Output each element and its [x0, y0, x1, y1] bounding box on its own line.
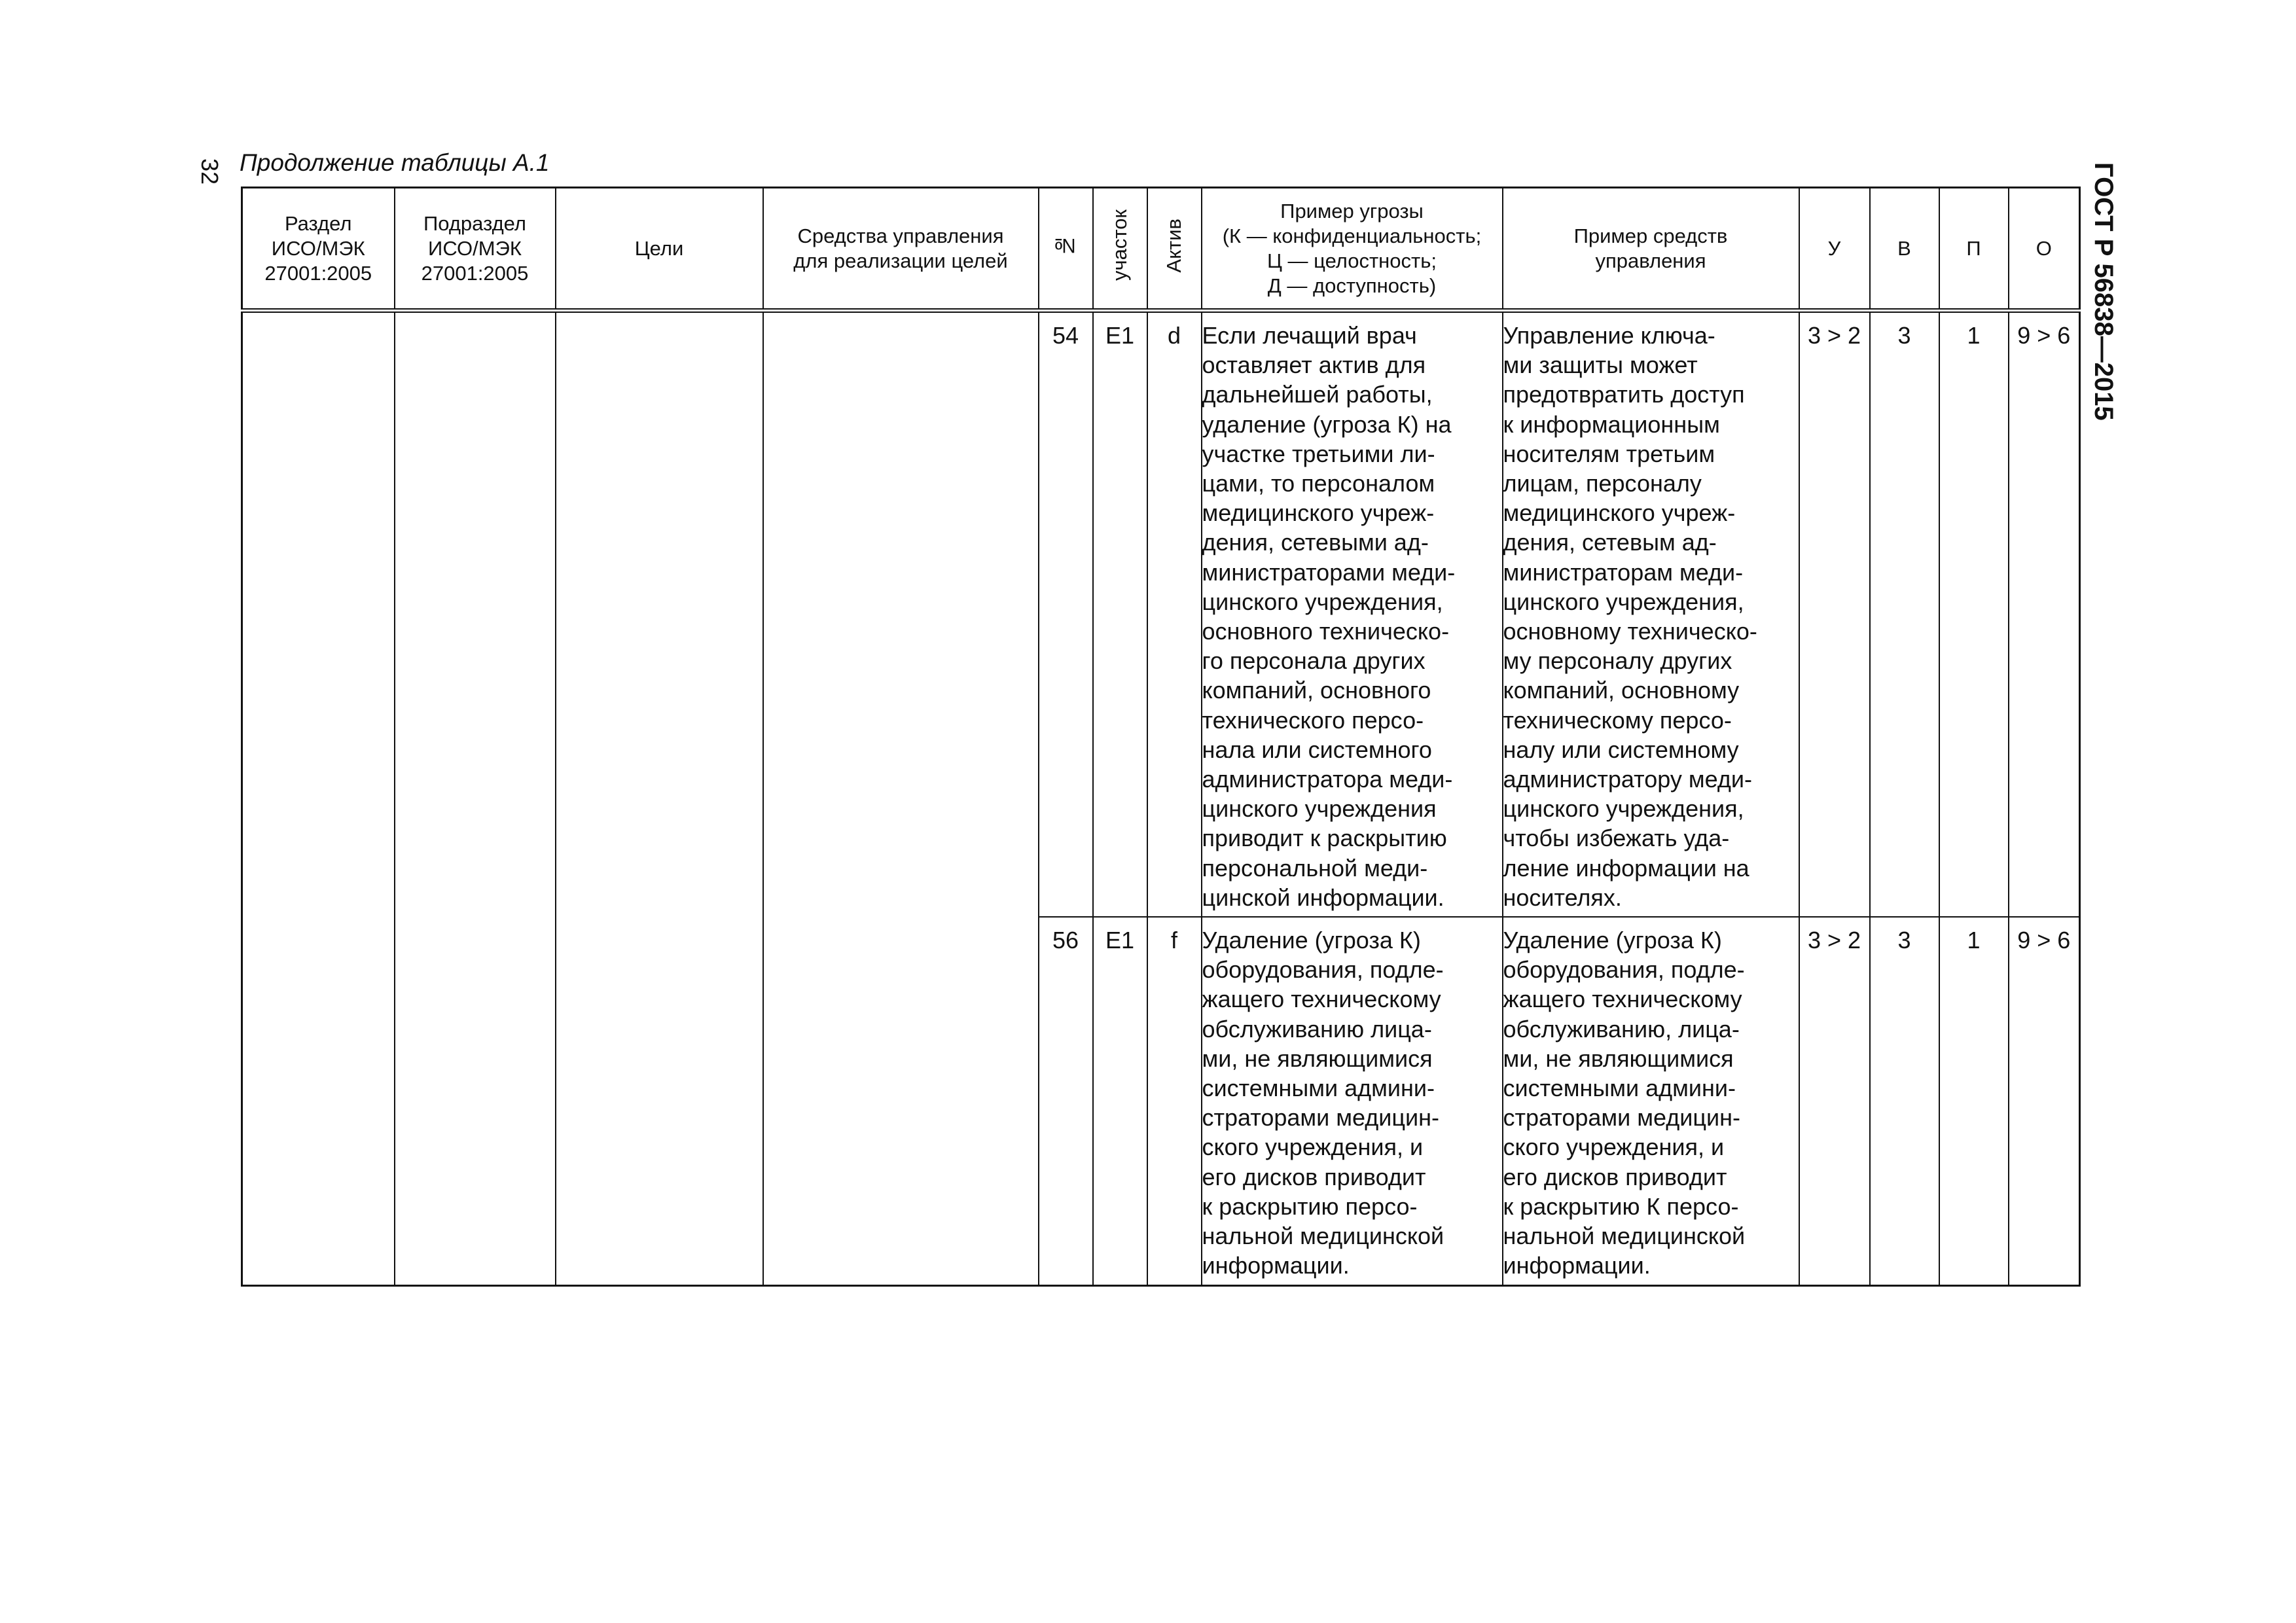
text-line: администратора меди-: [1202, 766, 1453, 793]
text-line: лицам, персоналу: [1503, 470, 1702, 497]
text-line: медицинского учреж-: [1202, 499, 1435, 527]
text-line: администратору меди-: [1503, 766, 1752, 793]
text-line: системными админи-: [1202, 1075, 1435, 1102]
cell-goals: [556, 311, 763, 1286]
col-header-threat-line: Пример угрозы: [1280, 199, 1424, 223]
cell-threat-example: [1202, 311, 1503, 918]
text-line: министраторам меди-: [1503, 558, 1744, 586]
text-line: обслуживанию, лица-: [1503, 1015, 1740, 1043]
text-line: ского учреждения, и: [1202, 1133, 1424, 1161]
text-line: его дисков приводит: [1503, 1163, 1727, 1190]
text-line: удаление (угроза К) на: [1202, 410, 1452, 438]
text-line: цинского учреждения,: [1202, 588, 1443, 615]
text-line: технического персо-: [1202, 706, 1424, 734]
col-header-section-line: 27001:2005: [264, 261, 372, 285]
col-header-controls-line: Средства управления: [797, 224, 1004, 247]
col-header-threat-example: [1202, 188, 1503, 311]
cell-site: E1: [1093, 917, 1147, 1285]
text-line: Удаление (угроза К): [1503, 927, 1722, 954]
text-line: цами, то персоналом: [1202, 470, 1435, 497]
text-line: чтобы избежать уда-: [1503, 825, 1730, 852]
text-line: оборудования, подле-: [1503, 956, 1745, 984]
cell-p: 1: [1939, 917, 2009, 1285]
text-line: к раскрытию персо-: [1202, 1192, 1418, 1220]
col-header-goals: Цели: [556, 188, 763, 311]
text-line: к раскрытию К персо-: [1503, 1192, 1739, 1220]
text-line: участке третьими ли-: [1202, 440, 1435, 467]
text-line: жащего техническому: [1202, 986, 1441, 1013]
text-line: ми, не являющимися: [1202, 1044, 1433, 1072]
col-header-controls: [763, 188, 1039, 311]
col-header-section: [242, 188, 395, 311]
cell-p: 1: [1939, 311, 2009, 918]
text-line: налу или системному: [1503, 736, 1739, 763]
text-line: дения, сетевыми ад-: [1202, 529, 1429, 556]
text-line: ми, не являющимися: [1503, 1044, 1734, 1072]
text-line: медицинского учреж-: [1503, 499, 1736, 527]
cell-o: 9 > 6: [2009, 311, 2080, 918]
cell-section: [242, 311, 395, 1286]
col-header-subsection-line: Подраздел: [423, 211, 526, 235]
text-line: жащего техническому: [1503, 986, 1742, 1013]
col-header-v: В: [1870, 188, 1939, 311]
text-line: цинской информации.: [1202, 883, 1444, 911]
text-line: го персонала других: [1202, 647, 1426, 675]
text-line: Удаление (угроза К): [1202, 927, 1421, 954]
cell-asset: f: [1147, 917, 1202, 1285]
text-line: оборудования, подле-: [1202, 956, 1444, 984]
text-line: приводит к раскрытию: [1202, 825, 1447, 852]
col-header-section-line: ИСО/МЭК: [271, 236, 365, 260]
text-line: Управление ключа-: [1503, 322, 1715, 349]
text-line: министраторами меди-: [1202, 558, 1456, 586]
col-header-subsection-line: ИСО/МЭК: [428, 236, 522, 260]
text-line: страторами медицин-: [1202, 1104, 1439, 1132]
header-row: [242, 188, 2080, 311]
col-header-site: [1093, 188, 1147, 311]
text-line: нальной медицинской: [1202, 1222, 1444, 1250]
text-line: носителях.: [1503, 883, 1622, 911]
col-header-section-line: Раздел: [285, 211, 352, 235]
table-caption: Продолжение таблицы А.1: [240, 149, 550, 176]
col-header-site-label: участок: [1108, 209, 1131, 281]
text-line: цинского учреждения,: [1503, 588, 1744, 615]
col-header-control-example: [1503, 188, 1799, 311]
text-line: оставляет актив для: [1202, 351, 1426, 379]
text-line: персональной меди-: [1202, 854, 1428, 882]
cell-site: E1: [1093, 311, 1147, 918]
col-header-threat-line: Ц — целостность;: [1267, 249, 1437, 272]
text-line: ского учреждения, и: [1503, 1133, 1725, 1161]
text-line: компаний, основного: [1202, 677, 1431, 704]
text-line: дальнейшей работы,: [1202, 381, 1433, 408]
text-line: цинского учреждения: [1202, 795, 1437, 823]
col-header-p: П: [1939, 188, 2009, 311]
cell-number: 56: [1039, 917, 1093, 1285]
cell-o: 9 > 6: [2009, 917, 2080, 1285]
col-header-threat-line: (К — конфиденциальность;: [1222, 224, 1482, 247]
cell-control-example: [1503, 311, 1799, 918]
col-header-threat-line: Д — доступность): [1267, 274, 1437, 297]
col-header-controls-line: для реализации целей: [793, 249, 1008, 272]
text-line: техническому персо-: [1503, 706, 1732, 734]
col-header-control-example-line: Пример средств: [1573, 224, 1728, 247]
col-header-subsection: [395, 188, 556, 311]
text-line: информации.: [1202, 1252, 1350, 1279]
text-line: системными админи-: [1503, 1075, 1736, 1102]
cell-subsection: [395, 311, 556, 1286]
text-line: дения, сетевым ад-: [1503, 529, 1717, 556]
text-line: компаний, основному: [1503, 677, 1740, 704]
cell-threat-example: [1202, 917, 1503, 1285]
text-line: нальной медицинской: [1503, 1222, 1746, 1250]
col-header-number: [1039, 188, 1093, 311]
text-line: его дисков приводит: [1202, 1163, 1426, 1190]
cell-asset: d: [1147, 311, 1202, 918]
col-header-u: У: [1799, 188, 1870, 311]
text-line: предотвратить доступ: [1503, 381, 1745, 408]
cell-u: 3 > 2: [1799, 311, 1870, 918]
text-line: основного техническо-: [1202, 618, 1450, 645]
text-line: цинского учреждения,: [1503, 795, 1744, 823]
text-line: носителям третьим: [1503, 440, 1715, 467]
cell-v: 3: [1870, 311, 1939, 918]
text-line: нала или системного: [1202, 736, 1432, 763]
text-line: к информационным: [1503, 410, 1720, 438]
cell-u: 3 > 2: [1799, 917, 1870, 1285]
col-header-o: О: [2009, 188, 2080, 311]
risk-table: [241, 187, 2081, 1287]
col-header-asset-label: Актив: [1162, 218, 1185, 273]
text-line: страторами медицин-: [1503, 1104, 1740, 1132]
col-header-asset: [1147, 188, 1202, 311]
cell-controls: [763, 311, 1039, 1286]
text-line: ми защиты может: [1503, 351, 1698, 379]
col-header-subsection-line: 27001:2005: [421, 261, 529, 285]
cell-control-example: [1503, 917, 1799, 1285]
page-number: 32: [196, 158, 223, 185]
table-row: [242, 311, 2080, 918]
cell-number: 54: [1039, 311, 1093, 918]
text-line: основному техническо-: [1503, 618, 1757, 645]
text-line: обслуживанию лица-: [1202, 1015, 1432, 1043]
cell-v: 3: [1870, 917, 1939, 1285]
document-code: ГОСТ Р 56838—2015: [2089, 162, 2118, 421]
text-line: ление информации на: [1503, 854, 1749, 882]
text-line: Если лечащий врач: [1202, 322, 1417, 349]
text-line: информации.: [1503, 1252, 1651, 1279]
col-header-number-label: №: [1054, 234, 1077, 257]
col-header-control-example-line: управления: [1595, 249, 1706, 272]
text-line: му персоналу других: [1503, 647, 1732, 675]
